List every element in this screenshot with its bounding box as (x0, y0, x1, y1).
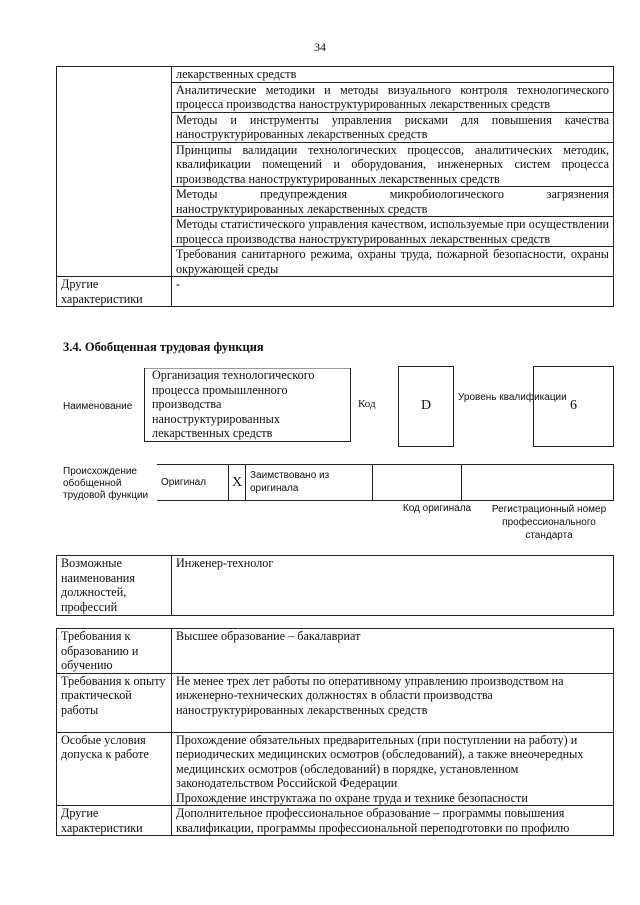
table-cell: Методы предупреждения микробиологического загрязнения наноструктурированных лекарственных средств (172, 187, 614, 217)
table-row (57, 67, 614, 83)
table-row (57, 556, 614, 616)
function-name-label: Наименование (63, 401, 133, 412)
original-code-caption: Код оригинала (402, 503, 472, 514)
table-cell-empty (57, 67, 172, 277)
table-row (57, 732, 614, 806)
knowledge-table (56, 66, 614, 307)
experience-value: Не менее трех лет работы по оперативному управлению производством на инженерно-технических должностях в области производства наноструктурированных лекарственных средств (172, 673, 614, 732)
other-characteristics-label: Другие характеристики (57, 806, 172, 836)
code-label: Код (358, 398, 376, 410)
function-name-value: Организация технологического процесса промышленного производства наноструктурированных лекарственных средств (144, 368, 351, 442)
requirements-table (56, 628, 614, 836)
table-row (57, 806, 614, 836)
table-row (157, 465, 614, 501)
qualification-level-label: Уровень квалификации (458, 392, 567, 403)
other-characteristics-label: Другие характеристики (57, 277, 172, 307)
admission-conditions-label: Особые условия допуска к работе (57, 732, 172, 806)
original-code-cell (373, 465, 462, 501)
other-characteristics-value: - (172, 277, 614, 307)
education-value: Высшее образование – бакалавриат (172, 629, 614, 674)
education-label: Требования к образованию и обучению (57, 629, 172, 674)
table-cell: Методы и инструменты управления рисками для повышения качества наноструктурированных лекарственных средств (172, 112, 614, 142)
table-cell: Требования санитарного режима, охраны труда, пожарной безопасности, охраны окружающей среды (172, 247, 614, 277)
reg-number-cell (462, 465, 614, 501)
table-cell: лекарственных средств (172, 67, 614, 83)
origin-table (157, 464, 614, 501)
experience-label: Требования к опыту практической работы (57, 673, 172, 732)
job-titles-label: Возможные наименования должностей, профессий (57, 556, 172, 616)
admission-line: Прохождение инструктажа по охране труда и технике безопасности (176, 790, 528, 805)
qualification-level-value: 6 (533, 366, 614, 447)
admission-conditions-value (172, 732, 614, 806)
job-titles-value: Инженер-технолог (172, 556, 614, 616)
table-cell: Аналитические методики и методы визуального контроля технологического процесса производства наноструктурированных лекарственных средств (172, 82, 614, 112)
original-mark: X (229, 465, 246, 501)
code-value: D (398, 366, 454, 447)
admission-line: Прохождение обязательных предварительных (при поступлении на работу) и периодических медицинских осмотров (обследований), а также внеочередных медицинских осмотров (обследований) в порядке, установленном законодательством Российской Федерации (176, 732, 584, 790)
origin-label: Происхождение обобщенной трудовой функции (63, 466, 149, 501)
table-cell: Методы статистического управления качеством, используемые при осуществлении процесса производства наноструктурированных лекарственных средств (172, 217, 614, 247)
page-number: 34 (314, 40, 326, 54)
table-row (57, 277, 614, 307)
original-label: Оригинал (157, 465, 229, 501)
borrowed-label: Заимствовано из оригинала (246, 465, 373, 501)
job-titles-table (56, 555, 614, 616)
reg-number-caption: Регистрационный номер профессионального стандарта (491, 504, 607, 541)
table-row (57, 673, 614, 732)
table-cell: Принципы валидации технологических процессов, аналитических методик, квалификации помещений и оборудования, инженерных систем процесса производства наноструктурированных лекарственных средств (172, 142, 614, 187)
table-row (57, 629, 614, 674)
other-characteristics-value: Дополнительное профессиональное образование – программы повышения квалификации, программы профессиональной переподготовки по профилю (172, 806, 614, 836)
section-heading: 3.4. Обобщенная трудовая функция (63, 340, 264, 354)
